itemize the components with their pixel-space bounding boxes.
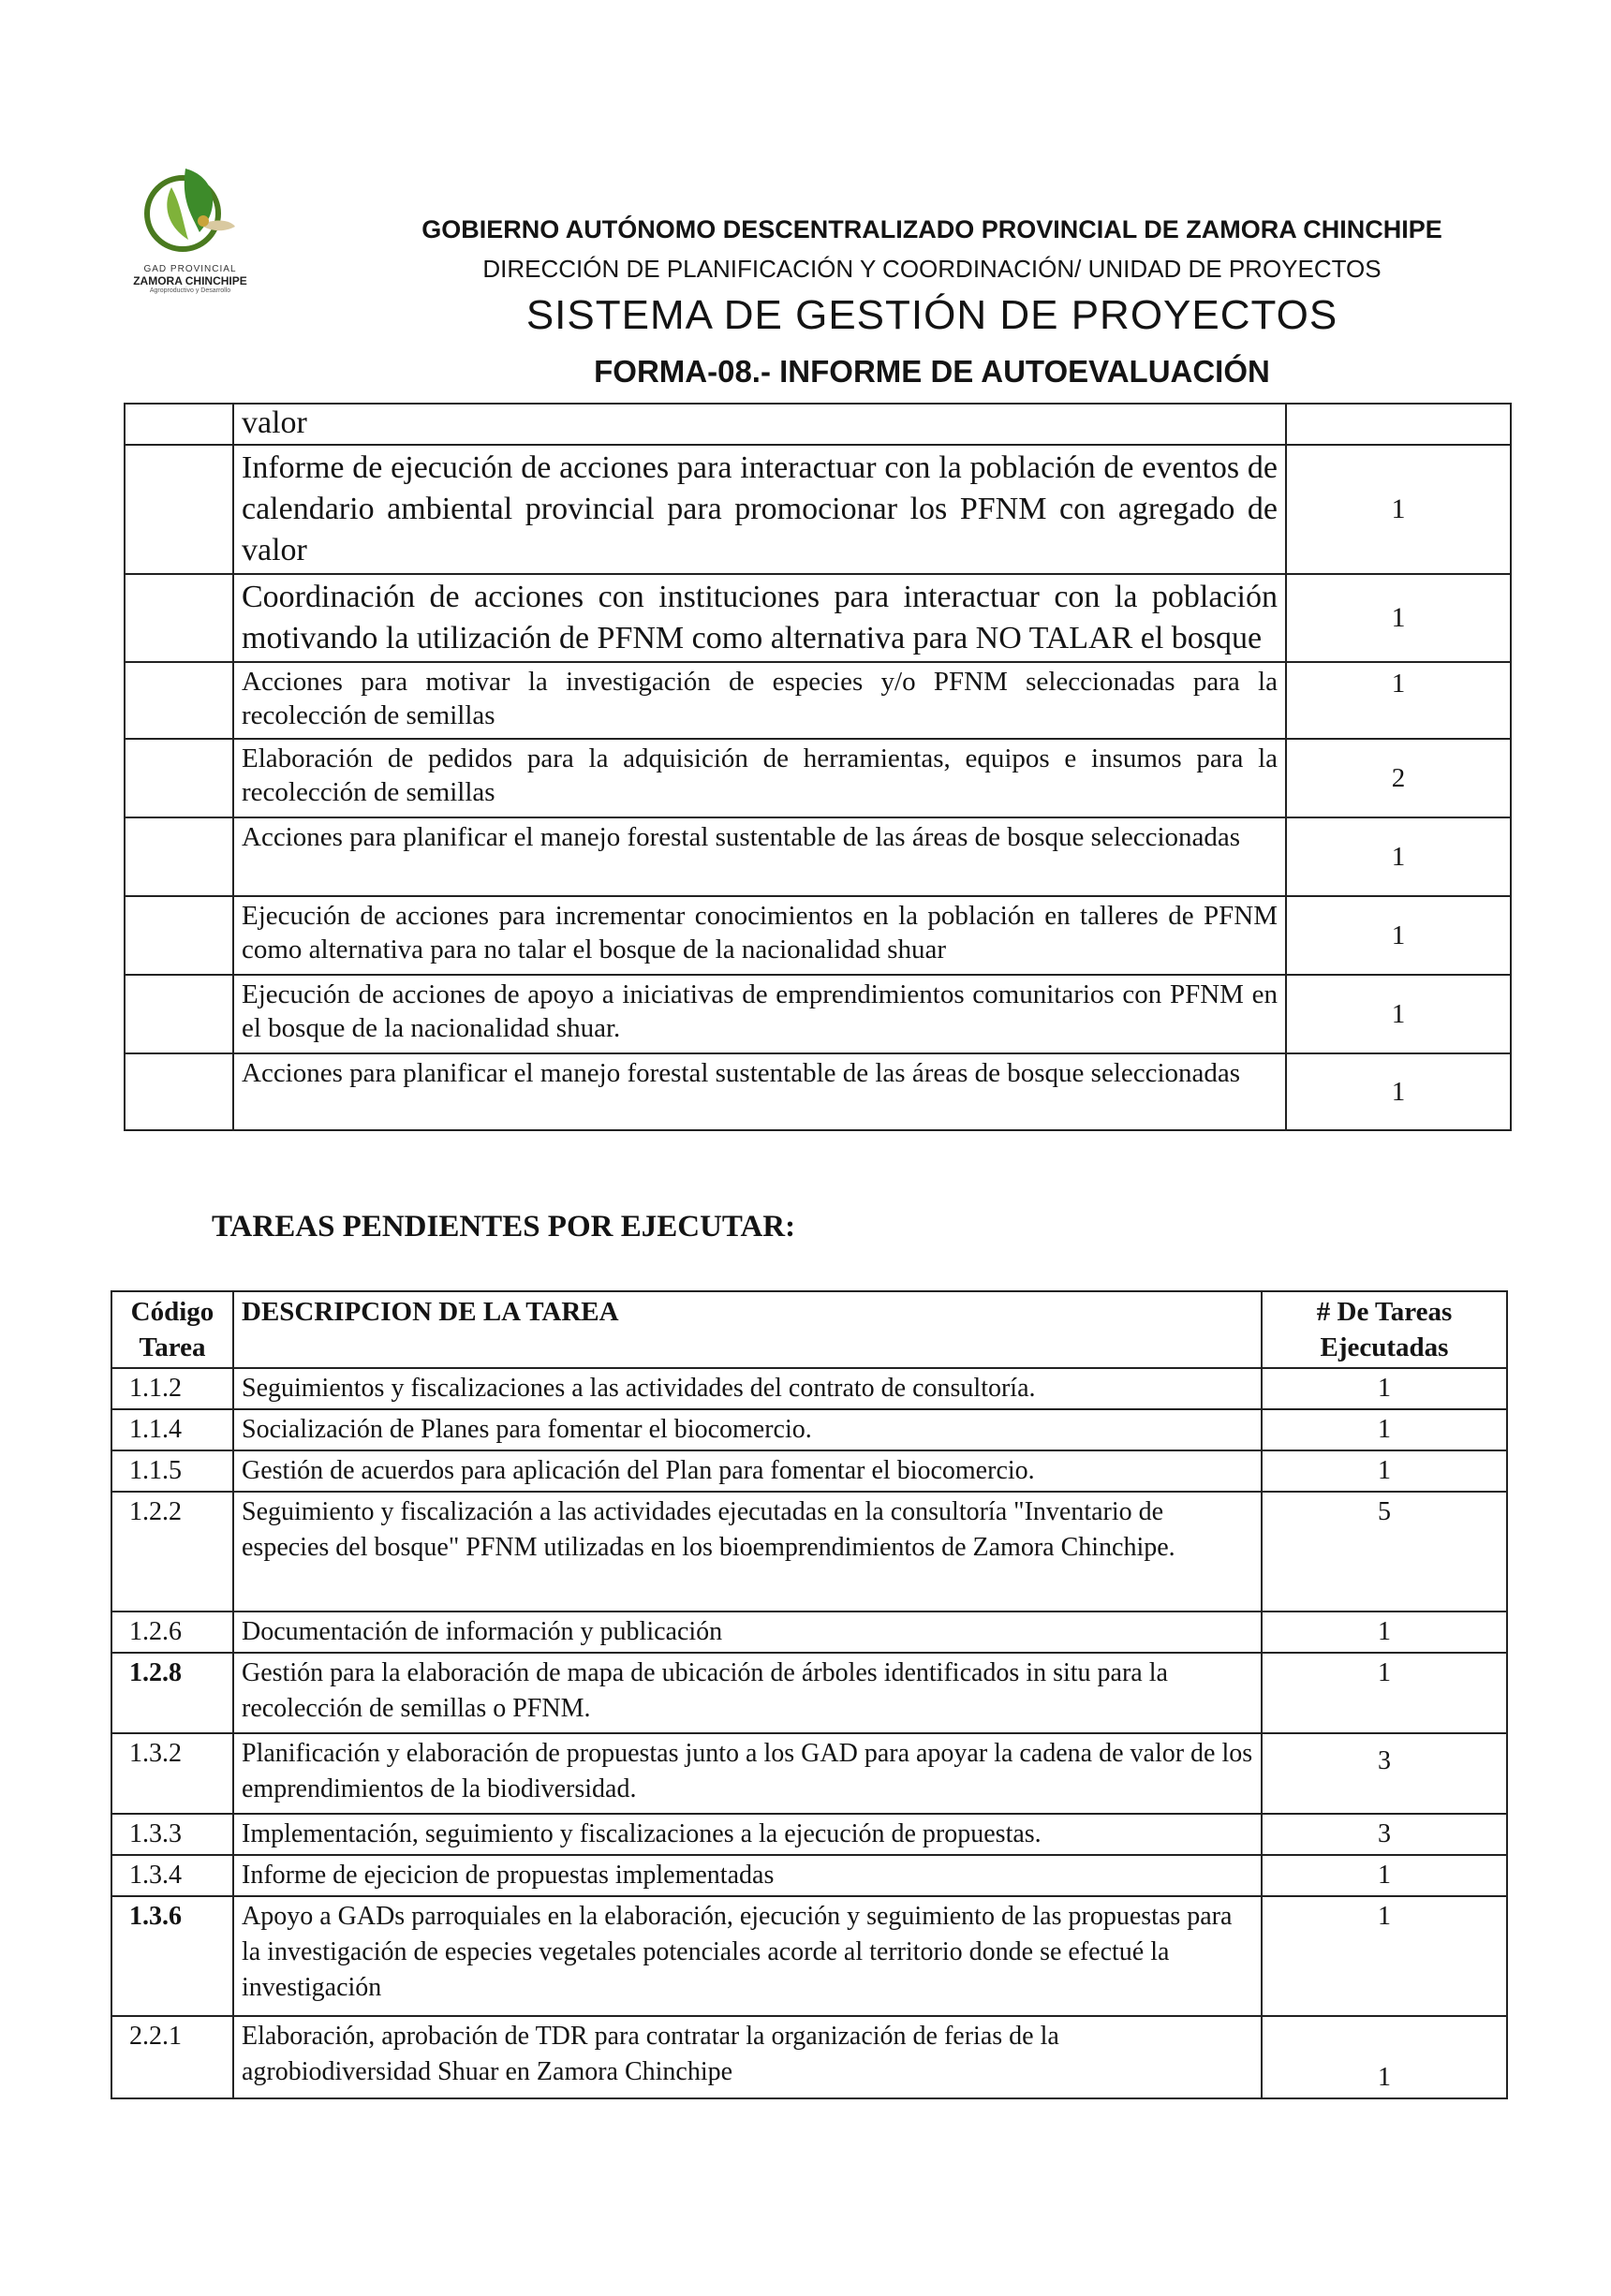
table-header-row bbox=[111, 1291, 1507, 1368]
code-cell bbox=[125, 739, 233, 817]
table-row bbox=[111, 1450, 1507, 1492]
code-cell: 1.1.2 bbox=[111, 1368, 233, 1409]
table-row bbox=[111, 1814, 1507, 1855]
count-cell bbox=[1286, 404, 1511, 445]
code-cell: 1.2.8 bbox=[111, 1653, 233, 1733]
code-cell: 1.2.6 bbox=[111, 1612, 233, 1653]
description-cell: Gestión para la elaboración de mapa de ubicación de árboles identificados in situ para la recolección de semillas o PFNM. bbox=[233, 1653, 1262, 1733]
code-cell: 1.3.2 bbox=[111, 1733, 233, 1814]
code-header: Código Tarea bbox=[111, 1291, 233, 1368]
count-cell: 1 bbox=[1262, 1368, 1507, 1409]
description-cell: Planificación y elaboración de propuestas junto a los GAD para apoyar la cadena de valor de los emprendimientos de la biodiversidad. bbox=[233, 1733, 1262, 1814]
count-header: # De Tareas Ejecutadas bbox=[1262, 1291, 1507, 1368]
count-cell: 1 bbox=[1262, 1409, 1507, 1450]
code-cell bbox=[125, 975, 233, 1053]
description-cell: Ejecución de acciones para incrementar conocimientos en la población en talleres de PFNM como alternativa para no talar el bosque de la nacionalidad shuar bbox=[233, 896, 1286, 975]
table-row bbox=[111, 1368, 1507, 1409]
description-cell: Apoyo a GADs parroquiales en la elaboración, ejecución y seguimiento de las propuestas para la investigación de especies vegetales potenciales acorde al territorio donde se efectué la investigación bbox=[233, 1896, 1262, 2016]
count-cell: 3 bbox=[1262, 1814, 1507, 1855]
table-row bbox=[125, 817, 1511, 896]
description-cell: Informe de ejecicion de propuestas implementadas bbox=[233, 1855, 1262, 1896]
system-title: SISTEMA DE GESTIÓN DE PROYECTOS bbox=[525, 292, 1338, 338]
direction-subtitle: DIRECCIÓN DE PLANIFICACIÓN Y COORDINACIÓN/ UNIDAD DE PROYECTOS bbox=[482, 255, 1382, 283]
code-cell: 1.3.4 bbox=[111, 1855, 233, 1896]
table-row bbox=[111, 1733, 1507, 1814]
form-title: FORMA-08.- INFORME DE AUTOEVALUACIÓN bbox=[594, 354, 1270, 389]
table-row bbox=[111, 1653, 1507, 1733]
activities-table bbox=[124, 403, 1512, 1131]
table-row bbox=[125, 1053, 1511, 1130]
count-cell: 1 bbox=[1262, 1450, 1507, 1492]
table-row bbox=[111, 1855, 1507, 1896]
table-row bbox=[111, 1612, 1507, 1653]
description-cell: Seguimientos y fiscalizaciones a las actividades del contrato de consultoría. bbox=[233, 1368, 1262, 1409]
logo-text-line3: Agroproductivo y Desarrollo bbox=[149, 287, 231, 294]
logo bbox=[120, 159, 260, 309]
code-cell: 1.3.6 bbox=[111, 1896, 233, 2016]
pending-tasks-table bbox=[111, 1290, 1508, 2099]
count-cell: 1 bbox=[1286, 1053, 1511, 1130]
count-cell: 5 bbox=[1262, 1492, 1507, 1612]
description-cell: Gestión de acuerdos para aplicación del Plan para fomentar el biocomercio. bbox=[233, 1450, 1262, 1492]
count-cell: 1 bbox=[1286, 896, 1511, 975]
count-cell: 1 bbox=[1286, 574, 1511, 662]
description-cell: Informe de ejecución de acciones para interactuar con la población de eventos de calendario ambiental provincial para promocionar los PFNM con agregado de valor bbox=[233, 445, 1286, 574]
description-cell: Elaboración, aprobación de TDR para contratar la organización de ferias de la agrobiodiversidad Shuar en Zamora Chinchipe bbox=[233, 2016, 1262, 2098]
count-cell: 1 bbox=[1286, 445, 1511, 574]
description-cell: Acciones para motivar la investigación de especies y/o PFNM seleccionadas para la recolección de semillas bbox=[233, 662, 1286, 739]
count-cell: 3 bbox=[1262, 1733, 1507, 1814]
count-cell: 1 bbox=[1286, 817, 1511, 896]
description-cell: valor bbox=[233, 404, 1286, 445]
count-cell: 1 bbox=[1286, 975, 1511, 1053]
count-cell: 2 bbox=[1286, 739, 1511, 817]
code-cell bbox=[125, 662, 233, 739]
table-row bbox=[125, 975, 1511, 1053]
code-cell: 1.3.3 bbox=[111, 1814, 233, 1855]
table-row bbox=[111, 2016, 1507, 2098]
code-cell bbox=[125, 896, 233, 975]
logo-text-line1: GAD PROVINCIAL bbox=[143, 264, 237, 274]
table-row bbox=[125, 445, 1511, 574]
count-cell: 1 bbox=[1262, 1896, 1507, 2016]
logo-text-line2: ZAMORA CHINCHIPE bbox=[133, 274, 247, 287]
code-cell: 1.1.5 bbox=[111, 1450, 233, 1492]
table-row bbox=[125, 739, 1511, 817]
count-cell: 1 bbox=[1262, 1855, 1507, 1896]
table-row bbox=[111, 1409, 1507, 1450]
code-cell bbox=[125, 574, 233, 662]
description-cell: Ejecución de acciones de apoyo a iniciativas de emprendimientos comunitarios con PFNM en el bosque de la nacionalidad shuar. bbox=[233, 975, 1286, 1053]
description-cell: Coordinación de acciones con instituciones para interactuar con la población motivando la utilización de PFNM como alternativa para NO TALAR el bosque bbox=[233, 574, 1286, 662]
count-cell: 1 bbox=[1262, 1612, 1507, 1653]
code-cell bbox=[125, 445, 233, 574]
organization-title: GOBIERNO AUTÓNOMO DESCENTRALIZADO PROVINCIAL DE ZAMORA CHINCHIPE bbox=[421, 215, 1442, 243]
count-cell: 1 bbox=[1262, 2016, 1507, 2098]
code-cell bbox=[125, 1053, 233, 1130]
gad-emblem-icon bbox=[134, 159, 246, 262]
code-cell bbox=[125, 404, 233, 445]
description-cell: Socialización de Planes para fomentar el biocomercio. bbox=[233, 1409, 1262, 1450]
table-row bbox=[111, 1896, 1507, 2016]
count-cell: 1 bbox=[1286, 662, 1511, 739]
description-cell: Implementación, seguimiento y fiscalizaciones a la ejecución de propuestas. bbox=[233, 1814, 1262, 1855]
description-cell: Documentación de información y publicación bbox=[233, 1612, 1262, 1653]
description-cell: Elaboración de pedidos para la adquisición de herramientas, equipos e insumos para la recolección de semillas bbox=[233, 739, 1286, 817]
code-cell: 2.2.1 bbox=[111, 2016, 233, 2098]
table-row bbox=[125, 896, 1511, 975]
count-cell: 1 bbox=[1262, 1653, 1507, 1733]
table-row bbox=[125, 662, 1511, 739]
description-cell: Acciones para planificar el manejo forestal sustentable de las áreas de bosque seleccionadas bbox=[233, 1053, 1286, 1130]
code-cell bbox=[125, 817, 233, 896]
table-row bbox=[125, 574, 1511, 662]
table-row bbox=[111, 1492, 1507, 1612]
pending-tasks-title: TAREAS PENDIENTES POR EJECUTAR: bbox=[212, 1210, 796, 1244]
table-row bbox=[125, 404, 1511, 445]
code-cell: 1.2.2 bbox=[111, 1492, 233, 1612]
description-cell: Seguimiento y fiscalización a las actividades ejecutadas en la consultoría "Inventario de especies del bosque" PFNM utilizadas en los bioemprendimientos de Zamora Chinchipe. bbox=[233, 1492, 1262, 1612]
code-cell: 1.1.4 bbox=[111, 1409, 233, 1450]
description-header: DESCRIPCION DE LA TAREA bbox=[233, 1291, 1262, 1368]
description-cell: Acciones para planificar el manejo forestal sustentable de las áreas de bosque seleccionadas bbox=[233, 817, 1286, 896]
